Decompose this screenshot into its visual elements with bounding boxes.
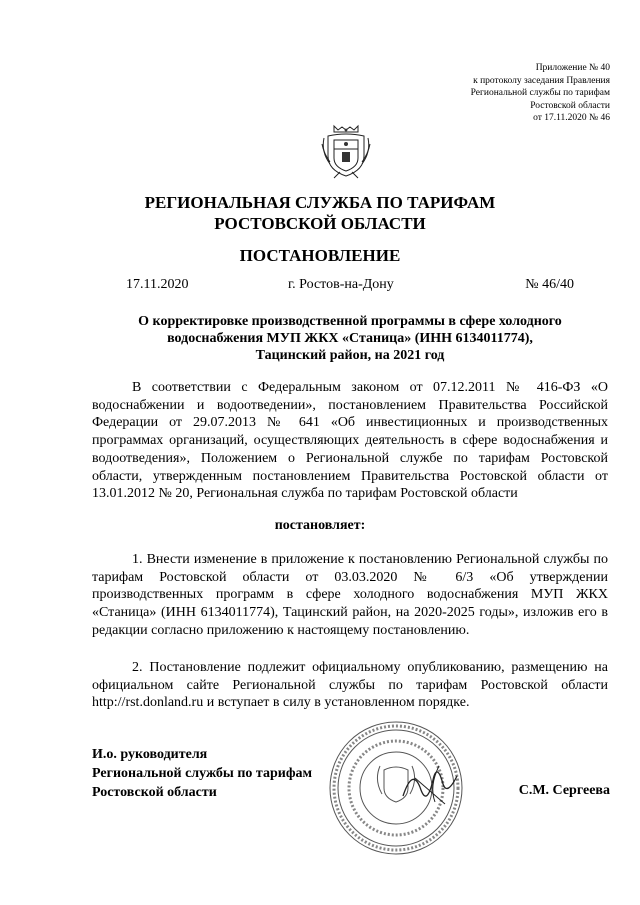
resolution-item-1: 1. Внести изменение в приложение к постановлению Региональной службы по тарифам Ростовской области от 03.03.2020 № 6/3 «Об утверждении производственных программ в сфере холодного водоснабжения МУП ЖКХ «Станица» (ИНН 6134011774), Тацинский район, на 2020-2025 годы», изложив его в редакции согласно приложению к настоящему постановлению. — [92, 552, 608, 638]
coat-of-arms-icon — [320, 122, 372, 180]
appendix-note — [350, 62, 610, 125]
subject-line: водоснабжения МУП ЖКХ «Станица» (ИНН 6134011774), — [167, 331, 533, 346]
signer-title-line: И.о. руководителя — [92, 747, 208, 762]
signer-title — [92, 745, 312, 802]
appendix-line: Приложение № 40 — [535, 63, 610, 73]
handwritten-signature-icon — [395, 748, 465, 818]
organization-title-line: РЕГИОНАЛЬНАЯ СЛУЖБА ПО ТАРИФАМ — [144, 193, 496, 212]
organization-title — [0, 192, 640, 234]
signer-name: С.М. Сергеева — [518, 783, 610, 798]
appendix-line: от 17.11.2020 № 46 — [533, 113, 610, 124]
decree-word: постановляет: — [274, 518, 366, 533]
document-city: г. Ростов-на-Дону — [288, 277, 394, 292]
signer-title-line: Ростовской области — [92, 785, 217, 800]
appendix-line: Ростовской области — [530, 100, 610, 111]
organization-title-line: РОСТОВСКОЙ ОБЛАСТИ — [214, 214, 426, 233]
document-subject — [92, 313, 608, 364]
appendix-line: к протоколу заседания Правления — [473, 75, 610, 86]
subject-line: О корректировке производственной программы в сфере холодного — [138, 314, 562, 329]
document-type: ПОСТАНОВЛЕНИЕ — [239, 246, 401, 265]
preamble-paragraph: В соответствии с Федеральным законом от 07.12.2011 № 416-ФЗ «О водоснабжении и водоотведении», постановлением Правительства Российской Федерации от 29.07.2013 № 641 «Об инвестиционных и производственных программах организаций, осуществляющих деятельность в сфере водоснабжения и водоотведения», Положением о Региональной службе по тарифам Ростовской области, утвержденным постановлением Правительства Ростовской области от 13.01.2012 № 20, Региональная служба по тарифам Ростовской области — [92, 380, 608, 502]
signer-title-line: Региональной службы по тарифам — [92, 766, 313, 781]
subject-line: Тацинский район, на 2021 год — [255, 348, 445, 363]
document-date: 17.11.2020 — [126, 277, 189, 292]
resolution-item-2: 2. Постановление подлежит официальному опубликованию, размещению на официальном сайте Региональной службы по тарифам Ростовской области http://rst.donland.ru и вступает в силу в установленном порядке. — [92, 660, 608, 711]
document-number: № 46/40 — [525, 277, 574, 292]
appendix-line: Региональной службы по тарифам — [470, 88, 610, 99]
